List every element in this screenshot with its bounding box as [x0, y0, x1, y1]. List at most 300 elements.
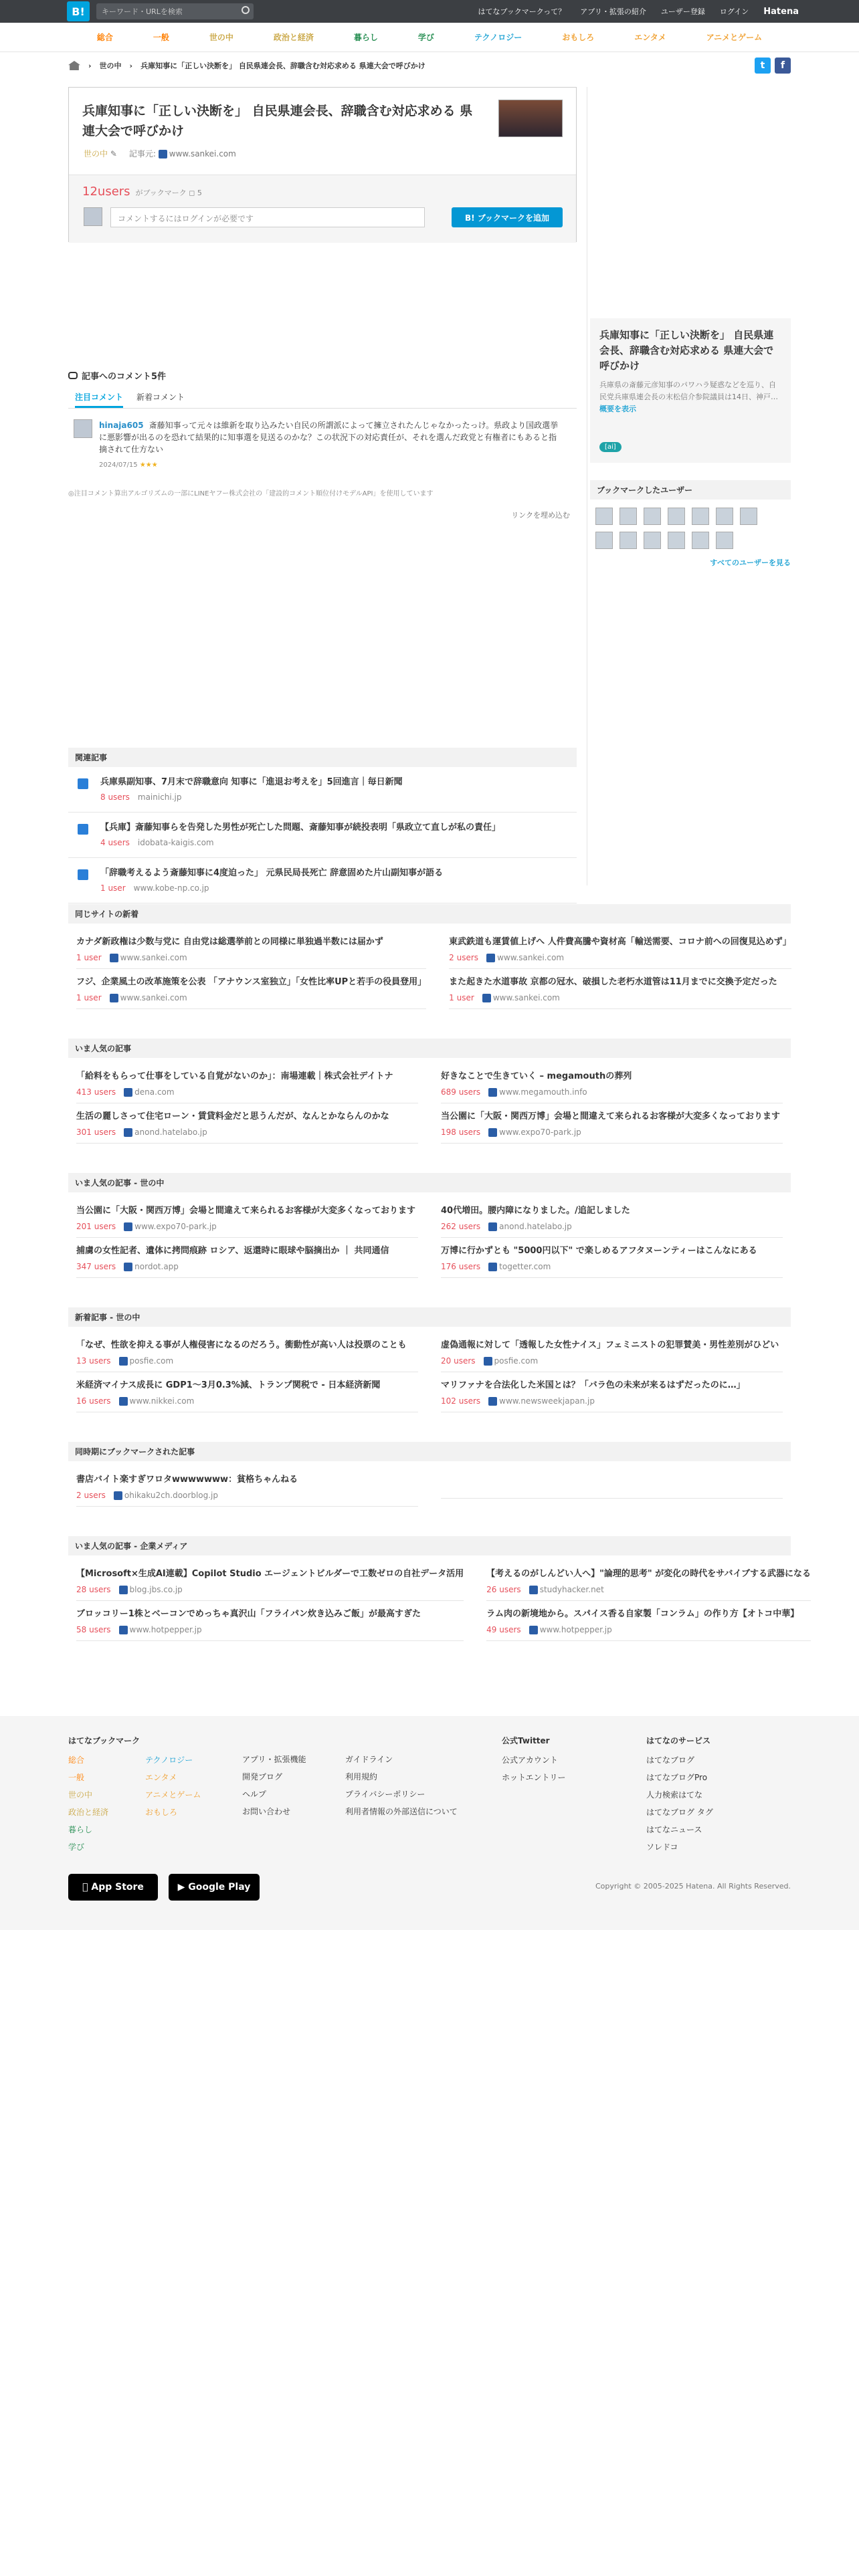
- category-3[interactable]: 政治と経済: [273, 33, 314, 42]
- top-bar: [0, 0, 859, 23]
- site-favicon-icon: [488, 1128, 497, 1137]
- section-grid: [68, 1192, 791, 1283]
- article-site[interactable]: posfie.com: [494, 1356, 539, 1366]
- article-item: [76, 1332, 418, 1372]
- article-site[interactable]: www.expo70-park.jp: [134, 1222, 217, 1231]
- article-meta: [441, 1086, 783, 1097]
- user-avatar-icon[interactable]: [668, 508, 685, 525]
- breadcrumb: [68, 52, 791, 79]
- summary-card: [590, 318, 791, 463]
- footer-link[interactable]: はてなブログ: [646, 1755, 695, 1765]
- user-avatar-icon[interactable]: [595, 508, 613, 525]
- site-favicon-icon: [110, 994, 118, 1002]
- article-title[interactable]: 生活の麗しさって住宅ローン・賃貸料金だと思うんだが、なんとかならんのかな: [76, 1111, 389, 1121]
- entry-thumbnail[interactable]: [498, 100, 563, 137]
- article-section: [68, 1442, 791, 1512]
- article-title[interactable]: 当公園に「大阪・関西万博」会場と間違えて来られるお客様が大変多くなっております: [76, 1206, 416, 1216]
- article-item: [76, 1238, 418, 1278]
- related-articles: [68, 748, 577, 903]
- article-site[interactable]: anond.hatelabo.jp: [499, 1222, 572, 1231]
- article-title[interactable]: 万博に行かずとも "5000円以下" で楽しめるアフタヌーンティーはこんなにある: [441, 1246, 757, 1256]
- article-users[interactable]: 2 users: [449, 953, 479, 962]
- article-meta: [449, 952, 791, 963]
- article-item: [76, 1372, 418, 1412]
- google-play-label: Google Play: [188, 1882, 251, 1893]
- article-item: [441, 1467, 783, 1499]
- article-users[interactable]: 26 users: [486, 1585, 521, 1594]
- article-meta: [76, 1584, 464, 1595]
- category-1[interactable]: 一般: [153, 33, 169, 42]
- user-avatar-icon: [84, 207, 102, 226]
- article-users[interactable]: 58 users: [76, 1625, 111, 1634]
- article-section: [68, 1039, 791, 1149]
- site-favicon-icon: [529, 1626, 538, 1634]
- article-item: [76, 1063, 418, 1103]
- footer-col-policy: [345, 1753, 458, 1823]
- twitter-icon[interactable]: t: [755, 58, 771, 74]
- article-site[interactable]: blog.jbs.co.jp: [129, 1585, 183, 1594]
- article-users[interactable]: 16 users: [76, 1396, 111, 1406]
- footer-link[interactable]: はてなブログ タグ: [646, 1808, 713, 1817]
- breadcrumb-sep: ›: [88, 61, 92, 70]
- share-buttons: [755, 58, 791, 74]
- footer-link[interactable]: ヘルプ: [242, 1790, 267, 1799]
- comment-item: [68, 409, 577, 482]
- app-store-button[interactable]: [68, 1874, 158, 1901]
- section-title: いま人気の記事: [68, 1039, 791, 1058]
- article-site[interactable]: www.expo70-park.jp: [499, 1128, 581, 1137]
- star-icon[interactable]: ★★★: [139, 461, 158, 469]
- section-grid: [68, 1058, 791, 1149]
- facebook-icon[interactable]: f: [775, 58, 791, 74]
- article-item: [449, 929, 791, 969]
- site-favicon-icon: [488, 1088, 497, 1097]
- article-item: [441, 1332, 783, 1372]
- article-site[interactable]: www.sankei.com: [120, 953, 187, 962]
- site-favicon-icon: [486, 954, 495, 962]
- category-9[interactable]: アニメとゲーム: [706, 33, 763, 42]
- article-title[interactable]: 米経済マイナス成長に GDP1〜3月0.3%減、トランプ関税で - 日本経済新聞: [76, 1380, 381, 1390]
- footer-twitter-col: [502, 1735, 566, 1789]
- user-avatar-icon[interactable]: [692, 508, 709, 525]
- article-item: [76, 1601, 464, 1641]
- related-title: 関連記事: [68, 748, 577, 767]
- category-0[interactable]: 総合: [96, 33, 113, 42]
- article-users[interactable]: 262 users: [441, 1222, 481, 1231]
- site-favicon-icon: [529, 1586, 538, 1594]
- footer-link[interactable]: 一般: [68, 1773, 85, 1782]
- user-avatar-icon[interactable]: [644, 508, 661, 525]
- sankei-favicon-icon: [159, 150, 167, 158]
- article-section: [68, 1173, 791, 1283]
- section-title: いま人気の記事 - 世の中: [68, 1173, 791, 1192]
- article-users[interactable]: 13 users: [76, 1356, 111, 1366]
- footer-link[interactable]: 人力検索はてな: [646, 1790, 703, 1800]
- all-users-link[interactable]: すべてのユーザーを見る: [710, 558, 791, 567]
- top-links: [478, 6, 799, 17]
- commenter-avatar-icon[interactable]: [74, 419, 92, 438]
- article-site[interactable]: nordot.app: [134, 1262, 179, 1271]
- bookmark-label: がブックマーク: [135, 189, 187, 197]
- article-icon: [78, 778, 88, 789]
- bookmark-box: [69, 175, 576, 243]
- article-meta: [76, 1395, 418, 1406]
- user-avatar-icon[interactable]: [716, 508, 733, 525]
- article-meta: [76, 1126, 418, 1138]
- article-meta: [76, 1624, 464, 1635]
- article-users[interactable]: 176 users: [441, 1262, 481, 1271]
- article-meta: [76, 1355, 418, 1366]
- article-site[interactable]: ohikaku2ch.doorblog.jp: [124, 1491, 219, 1500]
- breadcrumb-sep: ›: [129, 61, 133, 70]
- article-title[interactable]: また起きた水道事故 京都の冠水、破損した老朽水道管は11月までに交換予定だった: [449, 977, 777, 987]
- article-title[interactable]: 虚偽通報に対して「透報した女性ナイス」フェミニストの犯罪賛美・男性差別がひどい: [441, 1340, 779, 1350]
- comment-title-text: 記事へのコメント5件: [82, 372, 167, 382]
- footer-link[interactable]: 暮らし: [68, 1825, 93, 1834]
- breadcrumb-category[interactable]: 世の中: [99, 62, 122, 70]
- footer: [0, 1716, 859, 1930]
- article-title[interactable]: 東武鉄道も運賃値上げへ 人件費高騰や資材高「輸送需要、コロナ前への回復見込めず」: [449, 937, 791, 947]
- article-meta: [76, 1261, 418, 1272]
- footer-bookmark-title: はてなブックマーク: [68, 1736, 140, 1745]
- related-body: [100, 776, 403, 802]
- section-grid: [68, 1461, 791, 1512]
- article-users[interactable]: 201 users: [76, 1222, 116, 1231]
- article-users[interactable]: 198 users: [441, 1128, 481, 1137]
- related-meta: [100, 791, 403, 802]
- comment-algorithm-note: ◎注目コメント算出アルゴリズムの一部にLINEヤフー株式会社の「建設的コメント順位付けモデルAPI」を使用しています: [68, 490, 434, 498]
- bookmark-users-title: ブックマークしたユーザー: [590, 480, 791, 500]
- hatena-bookmark-logo[interactable]: B!: [67, 1, 90, 21]
- main-column: [68, 87, 577, 893]
- article-meta: [76, 992, 426, 1003]
- related-title[interactable]: 兵庫県副知事、7月末で辞職意向 知事に「進退お考えを」5回進言｜毎日新聞: [100, 777, 403, 787]
- article-meta: [76, 1220, 418, 1232]
- article-site[interactable]: www.nikkei.com: [129, 1396, 195, 1406]
- article-title[interactable]: 書店バイト楽すぎワロタwwwwwww：貧格ちゃんねる: [76, 1475, 298, 1485]
- related-site[interactable]: idobata-kaigis.com: [137, 838, 214, 847]
- article-meta: [441, 1355, 783, 1366]
- site-favicon-icon: [124, 1263, 132, 1271]
- section-grid: [68, 1555, 812, 1646]
- login-link[interactable]: ログイン: [719, 7, 749, 16]
- tab-popular-comments[interactable]: 注目コメント: [75, 391, 123, 408]
- content-wrapper: [68, 52, 812, 1634]
- source-label: 記事元:: [128, 149, 156, 158]
- site-favicon-icon: [488, 1263, 497, 1271]
- article-title[interactable]: 「給料をもらって仕事をしている自覚がないのか」：南場連載｜株式会社デイトナ: [76, 1071, 393, 1081]
- show-summary-link[interactable]: 概要を表示: [599, 405, 636, 413]
- article-title[interactable]: フジ、企業風土の改革施策を公表 「アナウンス室独立」「女性比率UPと若手の役員登用」: [76, 977, 427, 987]
- article-meta: [441, 1126, 783, 1138]
- article-site[interactable]: posfie.com: [129, 1356, 174, 1366]
- article-users[interactable]: 1 user: [76, 953, 102, 962]
- footer-bookmark-col: [68, 1735, 239, 1864]
- article-icon: [78, 869, 88, 880]
- article-site[interactable]: www.megamouth.info: [499, 1087, 587, 1097]
- related-item[interactable]: [68, 813, 577, 858]
- article-site[interactable]: www.sankei.com: [492, 993, 560, 1002]
- tab-new-comments[interactable]: 新着コメント: [136, 393, 185, 402]
- article-users[interactable]: 301 users: [76, 1128, 116, 1137]
- article-users[interactable]: 413 users: [76, 1087, 116, 1097]
- bookmark-users: 12users がブックマーク ◻ 5: [82, 185, 202, 199]
- footer-link[interactable]: はてなニュース: [646, 1825, 702, 1834]
- footer-link[interactable]: はてなブログPro: [646, 1773, 708, 1782]
- site-favicon-icon: [124, 1222, 132, 1231]
- article-users[interactable]: 2 users: [76, 1491, 106, 1500]
- article-item: [441, 1103, 783, 1144]
- related-users[interactable]: 1 user: [100, 883, 126, 893]
- article-meta: [76, 1086, 418, 1097]
- search-placeholder: キーワード・URLを検索: [102, 7, 183, 16]
- search-icon[interactable]: [242, 6, 250, 14]
- article-site[interactable]: anond.hatelabo.jp: [134, 1128, 207, 1137]
- site-favicon-icon: [110, 954, 118, 962]
- article-item: [449, 969, 791, 1009]
- comment-section-title: [68, 369, 577, 382]
- footer-link[interactable]: テクノロジー: [145, 1755, 193, 1765]
- article-users[interactable]: 1 user: [449, 993, 474, 1002]
- footer-link[interactable]: ホットエントリー: [502, 1773, 566, 1782]
- footer-link[interactable]: 世の中: [68, 1790, 93, 1800]
- category-7[interactable]: おもしろ: [562, 33, 595, 42]
- article-title[interactable]: 【Microsoft×生成AI連載】Copilot Studio エージェントビルダーで工数ゼロの自社データ活用: [76, 1569, 464, 1579]
- related-title[interactable]: 「辞職考えるよう斎藤知事に4度迫った」 元県民局長死亡 辞意固めた片山副知事が語る: [100, 868, 444, 878]
- app-store-label: App Store: [88, 1882, 141, 1893]
- related-title[interactable]: 【兵庫】斎藤知事らを告発した男性が死亡した問題、斎藤知事が続投表明「県政立て直しが私の責任」: [100, 823, 501, 833]
- article-title[interactable]: 「なぜ、性欲を抑える事が人権侵害になるのだろう。衝動性が高い人は投票のことも: [76, 1340, 407, 1350]
- bookmark-users-panel: [590, 480, 791, 568]
- apps-link[interactable]: アプリ・拡張の紹介: [580, 7, 646, 16]
- article-users[interactable]: 689 users: [441, 1087, 481, 1097]
- article-site[interactable]: studyhacker.net: [539, 1585, 604, 1594]
- article-title[interactable]: ラム肉の新境地から。スパイス香る自家製「コンラム」の作り方【オトコ中華】: [486, 1609, 799, 1619]
- related-item[interactable]: [68, 858, 577, 903]
- footer-col-apps: [242, 1753, 306, 1823]
- article-title[interactable]: ブロッコリー1株とベーコンでめっちゃ真沢山「フライパン炊き込みご飯」が最高すぎた: [76, 1609, 421, 1619]
- article-users[interactable]: 20 users: [441, 1356, 476, 1366]
- about-link[interactable]: はてなブックマークって？: [478, 7, 566, 16]
- article-title[interactable]: マリファナを合法化した米国とは？「バラ色の未来が来るはずだったのに…」: [441, 1380, 745, 1390]
- section-grid: [68, 924, 791, 1014]
- article-title[interactable]: 好きなことで生きていく – megamouthの葬列: [441, 1071, 632, 1081]
- site-favicon-icon: [119, 1397, 128, 1406]
- category-nav: [0, 23, 859, 52]
- section-title: いま人気の記事 - 企業メディア: [68, 1536, 791, 1555]
- article-meta: [486, 1624, 811, 1635]
- section-title: 新着記事 - 世の中: [68, 1307, 791, 1327]
- article-site[interactable]: www.sankei.com: [497, 953, 565, 962]
- site-favicon-icon: [119, 1626, 128, 1634]
- entry-box: [68, 87, 577, 242]
- article-item: [76, 1561, 464, 1601]
- article-users[interactable]: 347 users: [76, 1262, 116, 1271]
- comment-bubble-icon: [68, 372, 78, 379]
- article-meta: [449, 992, 791, 1003]
- add-bookmark-button[interactable]: B! ブックマークを追加: [452, 207, 563, 227]
- google-play-button[interactable]: [169, 1874, 260, 1901]
- site-favicon-icon: [488, 1397, 497, 1406]
- article-item: [441, 1198, 783, 1238]
- comment-text: 斎藤知事って元々は維新を取り込みたい自民の所謂派によって擁立されたんじゃなかったっけ。県政より国政選挙に悪影響が出るのを恐れて結果的に知事選を見送るのかな？この状況下の対応責任が、それを選んだ政党と有権者にもあると指摘されて仕方ない: [99, 421, 559, 454]
- article-item: [76, 1467, 418, 1507]
- article-section: [68, 904, 791, 1014]
- comment-meta: [99, 459, 561, 471]
- article-site[interactable]: www.hotpepper.jp: [129, 1625, 202, 1634]
- site-favicon-icon: [124, 1088, 132, 1097]
- article-meta: [76, 1489, 418, 1501]
- site-favicon-icon: [119, 1357, 128, 1366]
- category-4[interactable]: 暮らし: [353, 33, 378, 42]
- footer-link[interactable]: 学び: [68, 1842, 85, 1852]
- copyright: Copyright © 2005-2025 Hatena. All Rights Reserved.: [595, 1882, 791, 1891]
- site-favicon-icon: [484, 1357, 492, 1366]
- related-meta: [100, 882, 443, 893]
- article-meta: [441, 1261, 783, 1272]
- footer-link[interactable]: 総合: [68, 1755, 85, 1765]
- article-meta: [76, 952, 426, 963]
- comment-section: [68, 369, 577, 520]
- footer-link[interactable]: 利用規約: [345, 1772, 378, 1782]
- user-avatar-icon[interactable]: [740, 508, 757, 525]
- footer-services-title: はてなのサービス: [646, 1736, 711, 1745]
- related-site[interactable]: www.kobe-np.co.jp: [133, 883, 209, 893]
- footer-link[interactable]: エンタメ: [145, 1773, 177, 1782]
- article-site[interactable]: togetter.com: [499, 1262, 551, 1271]
- article-item: [441, 1063, 783, 1103]
- article-icon: [78, 824, 88, 835]
- entry-title[interactable]: 兵庫知事に「正しい決断を」 自民県連会長、辞職含む対応求める 県連大会で呼びかけ: [82, 104, 473, 138]
- comment-body: [99, 419, 561, 471]
- article-section: [68, 1536, 812, 1646]
- category-5[interactable]: 学び: [417, 33, 434, 42]
- comment-count: 5: [197, 189, 202, 197]
- comment-input[interactable]: コメントするにはログインが必要です: [110, 207, 425, 227]
- article-site[interactable]: www.newsweekjapan.jp: [499, 1396, 595, 1406]
- related-body: [100, 822, 500, 848]
- footer-link[interactable]: 政治と経済: [68, 1808, 109, 1817]
- related-users[interactable]: 8 users: [100, 792, 130, 802]
- article-title[interactable]: カナダ新政権は少数与党に 自由党は総選挙前との同様に単独過半数には届かず: [76, 937, 383, 947]
- commenter-name[interactable]: hinaja605: [99, 421, 144, 430]
- article-item: [486, 1601, 811, 1641]
- site-favicon-icon: [482, 994, 491, 1002]
- footer-link[interactable]: 開発ブログ: [242, 1772, 283, 1782]
- footer-link[interactable]: ガイドライン: [345, 1755, 393, 1764]
- related-item[interactable]: [68, 767, 577, 813]
- user-avatar-icon[interactable]: [619, 508, 637, 525]
- article-item: [76, 969, 426, 1009]
- article-title[interactable]: 【考えるのがしんどい人へ】"論理的思考" が変化の時代をサバイブする武器になる: [486, 1569, 812, 1579]
- comment-date[interactable]: 2024/07/15: [99, 461, 138, 469]
- footer-twitter-title: 公式Twitter: [502, 1736, 550, 1745]
- ai-tag[interactable]: [ai]: [599, 442, 622, 452]
- hatena-logo[interactable]: Hatena: [763, 6, 799, 17]
- article-item: [76, 1198, 418, 1238]
- article-title[interactable]: 40代増田。腰内障になりました。/追記しました: [441, 1206, 630, 1216]
- related-users[interactable]: 4 users: [100, 838, 130, 847]
- article-meta: [441, 1395, 783, 1406]
- breadcrumb-title: 兵庫知事に「正しい決断を」 自民県連会長、辞職含む対応求める 県連大会で呼びかけ: [140, 62, 425, 70]
- entry-category[interactable]: 世の中: [84, 149, 108, 158]
- comment-tabs: [68, 391, 577, 409]
- edit-icon: ✎: [110, 149, 117, 158]
- related-site[interactable]: mainichi.jp: [137, 792, 182, 802]
- footer-link[interactable]: お問い合わせ: [242, 1807, 291, 1816]
- related-meta: [100, 837, 500, 848]
- user-avatar-icon[interactable]: [595, 532, 613, 549]
- section-grid: [68, 1327, 791, 1418]
- article-title[interactable]: 当公園に「大阪・関西万博」会場と間違えて来られるお客様が大変多くなっております: [441, 1111, 781, 1121]
- section-title: 同時期にブックマークされた記事: [68, 1442, 791, 1461]
- footer-link[interactable]: おもしろ: [145, 1808, 178, 1817]
- embed-link[interactable]: リンクを埋め込む: [511, 511, 570, 520]
- article-meta: [486, 1584, 811, 1595]
- article-item: [441, 1372, 783, 1412]
- user-avatar-icon[interactable]: [619, 532, 637, 549]
- footer-link[interactable]: 利用者情報の外部送信について: [345, 1807, 458, 1816]
- footer-link[interactable]: ソレドコ: [646, 1842, 678, 1852]
- user-avatar-icon[interactable]: [692, 532, 709, 549]
- footer-services-col: [646, 1735, 713, 1858]
- article-item: [76, 1103, 418, 1144]
- user-avatar-icon[interactable]: [668, 532, 685, 549]
- user-icon-list: [590, 500, 771, 557]
- users-count[interactable]: 12users: [82, 185, 130, 199]
- article-site[interactable]: www.hotpepper.jp: [539, 1625, 612, 1634]
- category-8[interactable]: エンタメ: [634, 33, 666, 42]
- footer-link[interactable]: アプリ・拡張機能: [242, 1755, 306, 1764]
- related-body: [100, 867, 443, 893]
- article-users[interactable]: 102 users: [441, 1396, 481, 1406]
- category-6[interactable]: テクノロジー: [474, 33, 522, 42]
- play-icon: ▶: [177, 1882, 189, 1893]
- category-2[interactable]: 世の中: [209, 33, 233, 42]
- entry-source[interactable]: www.sankei.com: [169, 149, 236, 158]
- article-users[interactable]: 1 user: [76, 993, 102, 1002]
- footer-link[interactable]: アニメとゲーム: [145, 1790, 201, 1800]
- article-item: [76, 929, 426, 969]
- article-item: [441, 1238, 783, 1278]
- site-favicon-icon: [119, 1586, 128, 1594]
- article-site[interactable]: www.sankei.com: [120, 993, 187, 1002]
- article-item: [486, 1561, 811, 1601]
- summary-text: 兵庫県の斎藤元彦知事のパワハラ疑惑などを巡り、自民党兵庫県連会長の末松信介参院議員は14日、神戸… 概要を表示: [599, 381, 778, 413]
- signup-link[interactable]: ユーザー登録: [660, 7, 705, 16]
- site-favicon-icon: [488, 1222, 497, 1231]
- site-favicon-icon: [124, 1128, 132, 1137]
- apple-icon: [85, 1882, 89, 1893]
- article-sections: [68, 904, 812, 1646]
- user-avatar-icon[interactable]: [644, 532, 661, 549]
- footer-link[interactable]: プライバシーポリシー: [345, 1790, 425, 1799]
- entry-meta: [84, 148, 236, 159]
- search-input[interactable]: [96, 3, 254, 19]
- article-users[interactable]: 28 users: [76, 1585, 111, 1594]
- footer-link[interactable]: 公式アカウント: [502, 1755, 558, 1765]
- article-users[interactable]: 49 users: [486, 1625, 521, 1634]
- article-section: [68, 1307, 791, 1418]
- article-meta: [441, 1220, 783, 1232]
- section-title: 同じサイトの新着: [68, 904, 791, 924]
- article-site[interactable]: dena.com: [134, 1087, 175, 1097]
- user-avatar-icon[interactable]: [716, 532, 733, 549]
- article-title[interactable]: 捕虜の女性記者、遺体に拷問痕跡 ロシア、返還時に眼球や脳摘出か ｜ 共同通信: [76, 1246, 389, 1256]
- site-favicon-icon: [114, 1491, 122, 1500]
- summary-title: 兵庫知事に「正しい決断を」 自民県連会長、辞職含む対応求める 県連大会で呼びかけ: [599, 329, 774, 372]
- home-icon[interactable]: [68, 61, 80, 70]
